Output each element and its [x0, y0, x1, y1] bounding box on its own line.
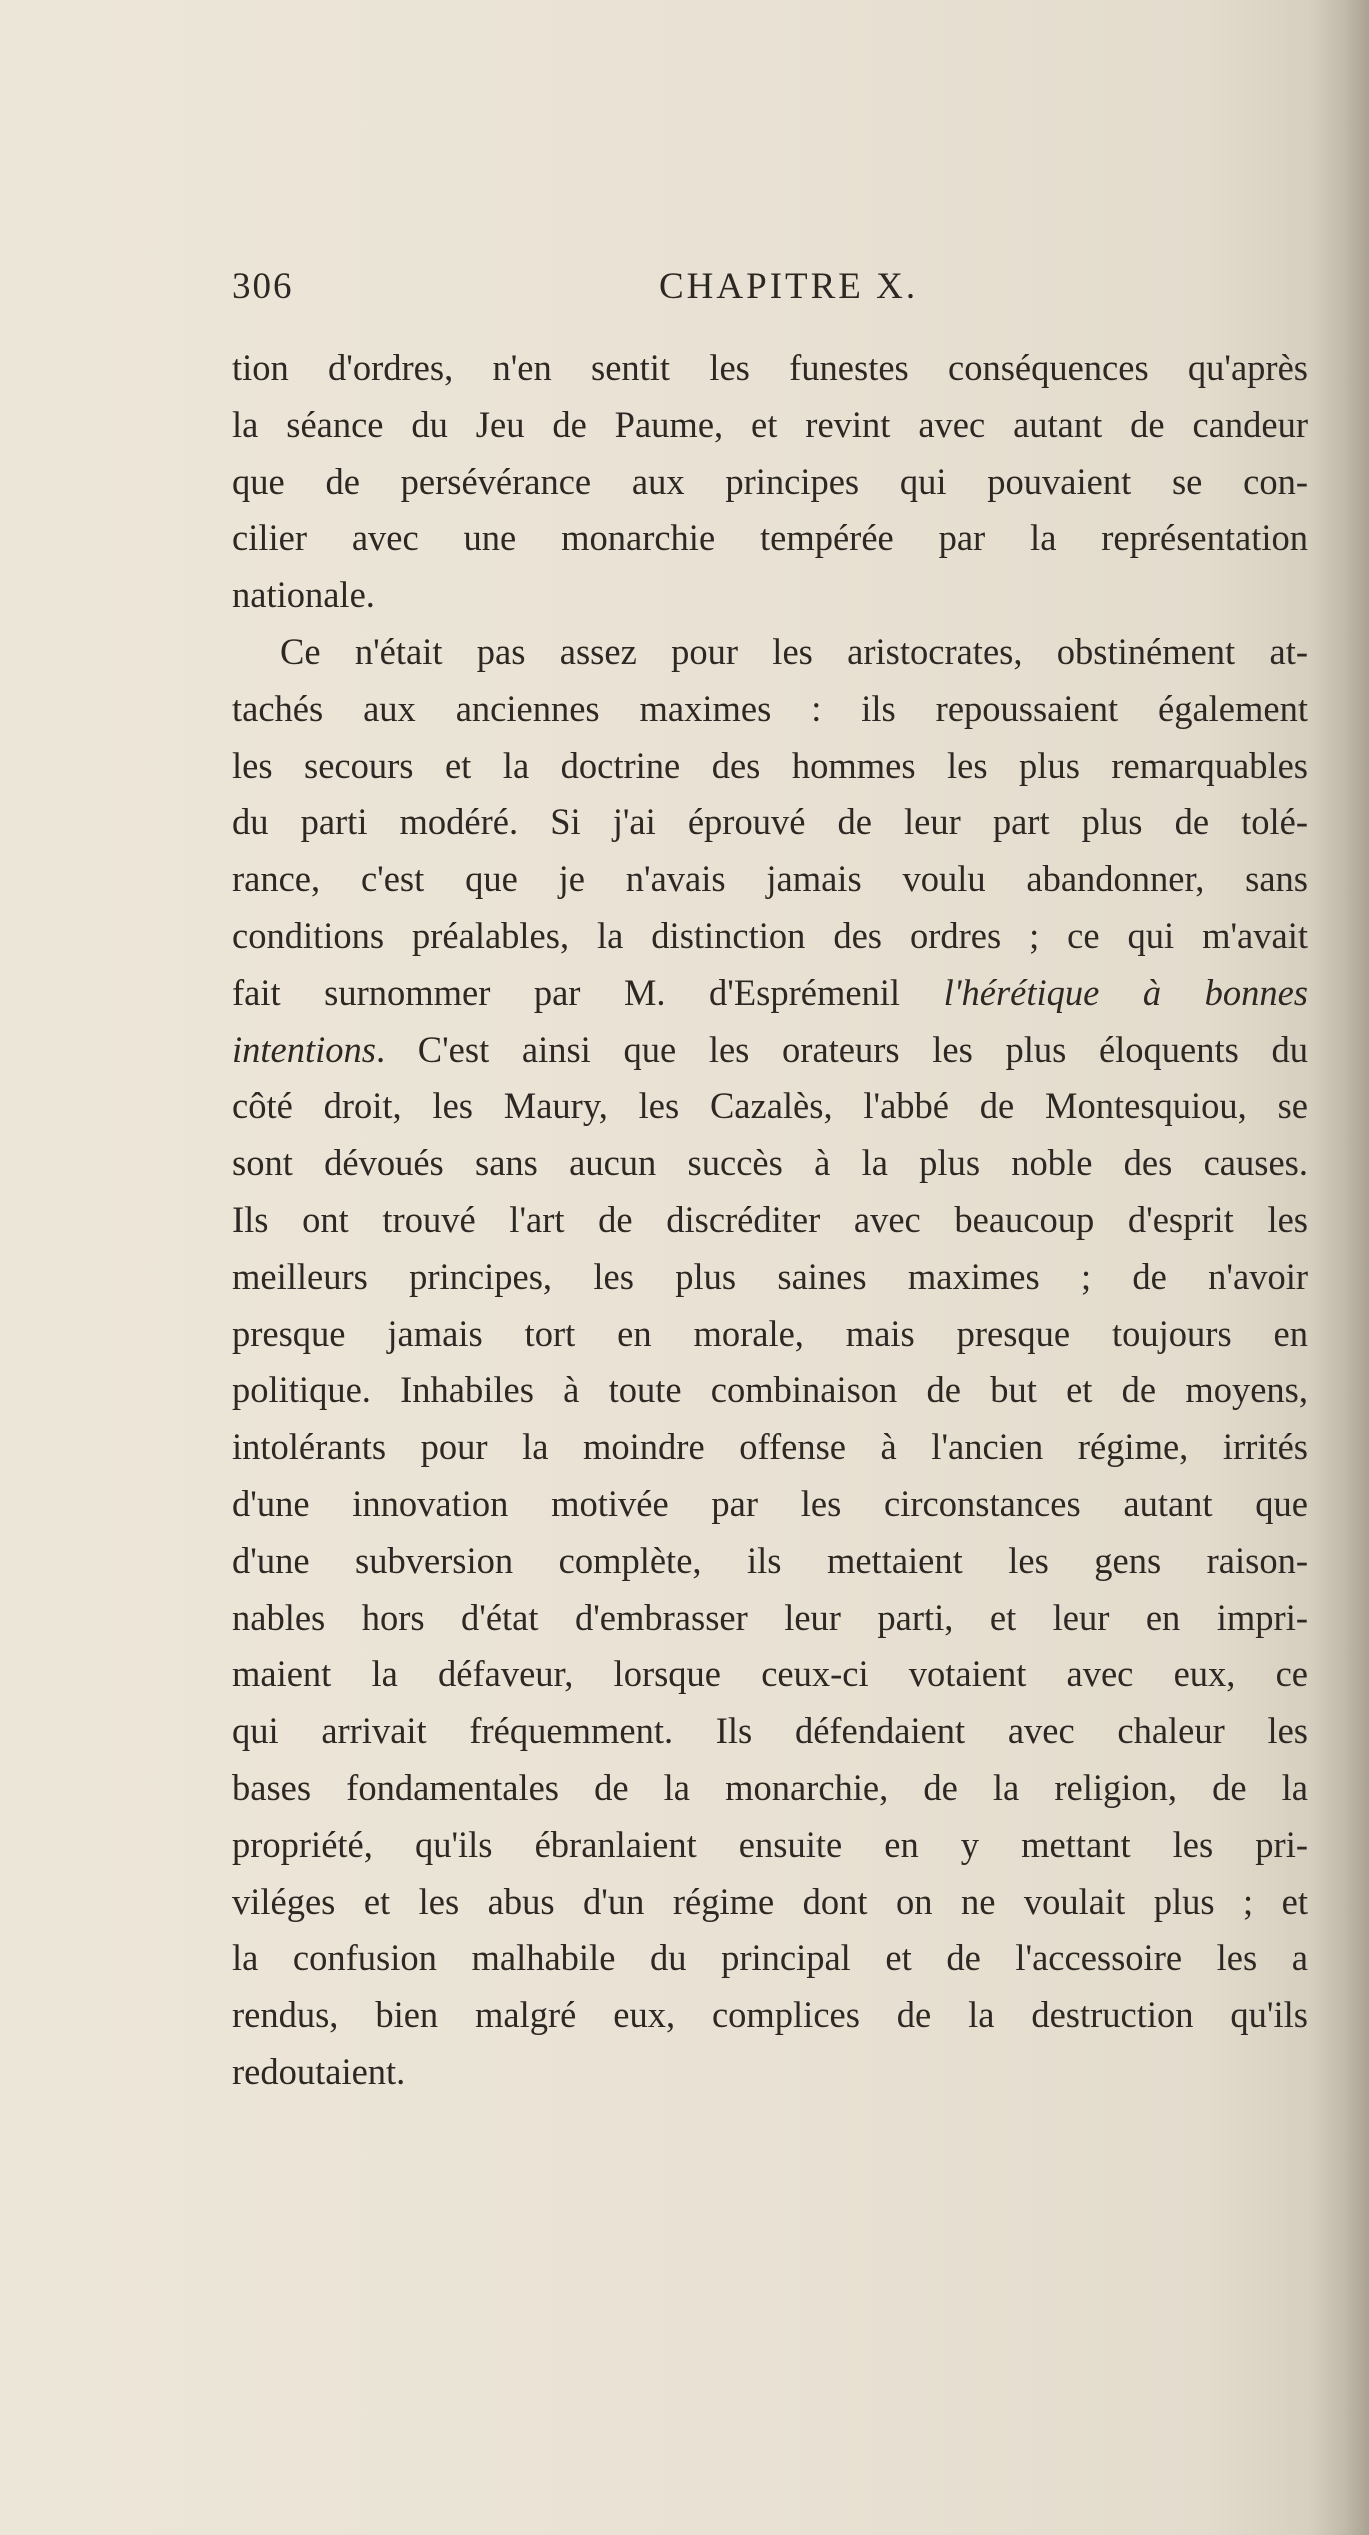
text-line: nables hors d'état d'embrasser leur parti, et leur en impri-: [232, 1596, 1308, 1638]
body-text: [232, 340, 1308, 2101]
text-segment: fait surnommer par M. d'Esprémenil: [232, 971, 901, 1013]
text-line: sont dévoués sans aucun succès à la plus noble des causes.: [232, 1142, 1308, 1184]
text-line: propriété, qu'ils ébranlaient ensuite en y mettant les pri-: [232, 1823, 1308, 1865]
text-line: d'une innovation motivée par les circonstances autant que: [232, 1482, 1308, 1524]
text-line: redoutaient.: [232, 2050, 406, 2092]
text-line: presque jamais tort en morale, mais presque toujours en: [232, 1312, 1308, 1354]
text-line: la séance du Jeu de Paume, et revint avec autant de candeur: [232, 403, 1308, 445]
italic-phrase: intentions: [232, 1028, 376, 1070]
text-line: cilier avec une monarchie tempérée par la représentation: [232, 517, 1308, 559]
text-line: tachés aux anciennes maximes : ils repoussaient également: [232, 687, 1308, 729]
text-line: d'une subversion complète, ils mettaient les gens raison-: [232, 1539, 1308, 1581]
running-head: [232, 262, 1308, 312]
text-line: politique. Inhabiles à toute combinaison de but et de moyens,: [232, 1369, 1308, 1411]
text-line: nationale.: [232, 574, 375, 616]
text-line: rance, c'est que je n'avais jamais voulu abandonner, sans: [232, 858, 1308, 900]
italic-phrase: l'hérétique à bonnes: [943, 971, 1308, 1013]
text-line: [232, 1022, 1308, 1079]
text-line: rendus, bien malgré eux, complices de la destruction qu'ils: [232, 1994, 1308, 2036]
text-line: tion d'ordres, n'en sentit les funestes conséquences qu'après: [232, 347, 1308, 388]
text-line: maient la défaveur, lorsque ceux-ci votaient avec eux, ce: [232, 1653, 1308, 1695]
text-line: qui arrivait fréquemment. Ils défendaient avec chaleur les: [232, 1710, 1308, 1752]
text-segment: . C'est ainsi que les orateurs les plus éloquents du: [375, 1028, 1308, 1070]
text-line: conditions préalables, la distinction des ordres ; ce qui m'avait: [232, 914, 1308, 956]
text-line: intolérants pour la moindre offense à l'ancien régime, irrités: [232, 1426, 1308, 1468]
text-line: que de persévérance aux principes qui pouvaient se con-: [232, 460, 1308, 502]
page-number: 306: [232, 266, 294, 307]
text-line: côté droit, les Maury, les Cazalès, l'abbé de Montesquiou, se: [232, 1085, 1308, 1127]
text-line: meilleurs principes, les plus saines maximes ; de n'avoir: [232, 1255, 1308, 1297]
text-line: [232, 965, 1308, 1022]
text-line: bases fondamentales de la monarchie, de la religion, de la: [232, 1766, 1308, 1808]
page-edge-shadow: [1309, 0, 1369, 2535]
text-line: Ils ont trouvé l'art de discréditer avec beaucoup d'esprit les: [232, 1198, 1308, 1240]
chapter-title: CHAPITRE X.: [659, 266, 919, 307]
text-line: la confusion malhabile du principal et de l'accessoire les a: [232, 1937, 1308, 1979]
text-line: viléges et les abus d'un régime dont on ne voulait plus ; et: [232, 1880, 1308, 1922]
text-line: Ce n'était pas assez pour les aristocrates, obstinément at-: [280, 630, 1308, 672]
text-line: du parti modéré. Si j'ai éprouvé de leur part plus de tolé-: [232, 801, 1308, 843]
text-line: les secours et la doctrine des hommes les plus remarquables: [232, 744, 1308, 786]
